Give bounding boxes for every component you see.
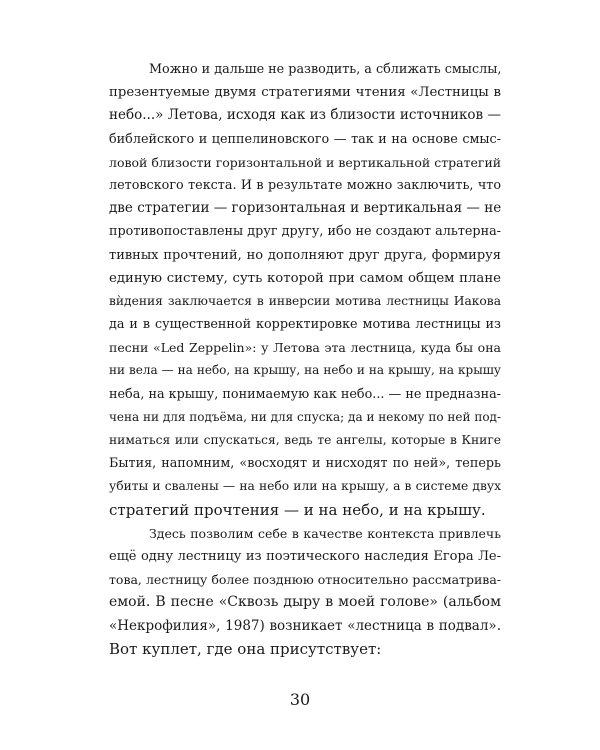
body-text — [109, 58, 501, 661]
text-line: чена ни для подъёма, ни для спуска; да и некому по ней под- — [109, 409, 501, 424]
text-line: противопоставлены друг другу, ибо не создают альтерна- — [109, 224, 501, 240]
text-line: Вот куплет, где она присутствует: — [109, 639, 382, 658]
text-line: вѝдения заключается в инверсии мотива лестницы Иакова — [109, 293, 501, 308]
text-line: ловой близости горизонтальной и вертикальной стратегий — [109, 154, 501, 170]
text-line: летовского текста. И в результате можно заключить, что — [109, 177, 501, 193]
text-line: «Некрофилия», 1987) возникает «лестница в подвал». — [109, 617, 501, 634]
text-line: тивных прочтений, но дополняют друг друга, формируя — [109, 247, 501, 263]
text-line: стратегий прочтения — и на небо, и на крышу. — [109, 500, 486, 519]
text-line: песни «Led Zeppelin»: у Летова эта лестница, куда бы она — [109, 340, 501, 356]
text-line: Можно и дальше не разводить, а сближать смыслы, — [149, 62, 501, 77]
text-line: неба, на крышу, понимаемую как небо... — не предназна- — [109, 386, 501, 402]
text-line: ниматься или спускаться, ведь те ангелы, которые в Книге — [109, 433, 501, 447]
text-line: убиты и свалены — на небо или на крышу, а в системе двух — [109, 479, 501, 494]
text-line: Бытия, напомним, «восходят и нисходят по ней», теперь — [109, 456, 501, 472]
text-line: небо...» Летова, исходя как из близости источников — — [109, 107, 501, 124]
text-line: презентуемые двумя стратегиями чтения «Лестницы в — [109, 85, 501, 101]
text-line: библейского и цеппелиновского — так и на основе смыс- — [109, 131, 501, 147]
page-number: 30 — [289, 690, 311, 709]
text-line: единую систему, суть которой при самом общем плане — [109, 270, 501, 286]
text-line: Здесь позволим себе в качестве контекста привлечь — [149, 525, 501, 541]
text-line: да и в существенной корректировке мотива лестницы из — [109, 317, 501, 333]
paragraph-2 — [109, 522, 501, 661]
text-line: емой. В песне «Сквозь дыру в моей голове» (альбом — [109, 594, 501, 611]
text-line: ещё одну лестницу из поэтического наследия Егора Ле- — [109, 548, 501, 564]
text-line: ни вела — на небо, на крышу, на небо и на крышу, на крышу — [109, 363, 501, 378]
text-line: това, лестницу более позднюю относительно рассматрива- — [109, 572, 501, 588]
text-line: две стратегии — горизонтальная и вертикальная — не — [109, 200, 501, 217]
paragraph-1 — [109, 58, 501, 522]
